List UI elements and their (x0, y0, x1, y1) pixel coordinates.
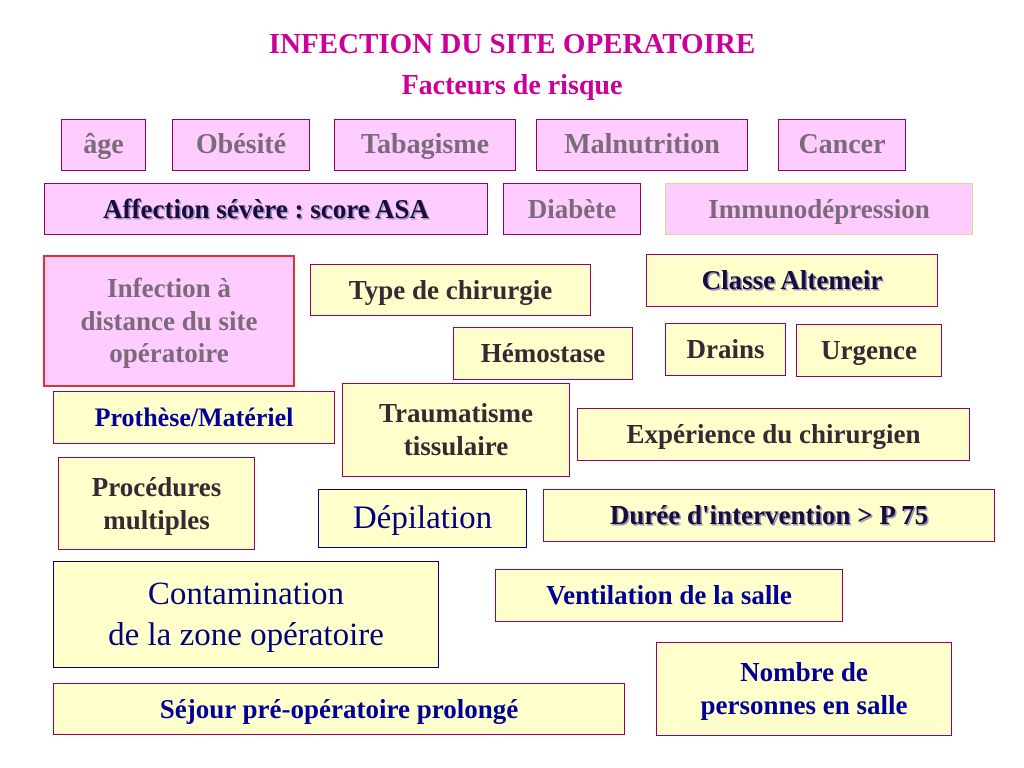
factor-type-chirurgie: Type de chirurgie (310, 264, 591, 316)
factor-cancer: Cancer (778, 119, 906, 171)
factor-infection-distance: Infection à distance du site opératoire (43, 255, 295, 387)
factor-classe-altemeir: Classe Altemeir (646, 254, 938, 307)
factor-procedures: Procédures multiples (58, 457, 255, 550)
factor-hemostase: Hémostase (453, 327, 633, 380)
factor-obesite: Obésité (172, 119, 310, 171)
factor-sejour: Séjour pré-opératoire prolongé (53, 683, 625, 735)
factor-ventilation: Ventilation de la salle (495, 569, 843, 622)
factor-urgence: Urgence (796, 324, 942, 377)
factor-nombre-personnes: Nombre de personnes en salle (656, 642, 952, 736)
factor-depilation: Dépilation (318, 489, 527, 548)
slide-subtitle: Facteurs de risque (401, 70, 623, 101)
factor-duree: Durée d'intervention > P 75 (543, 489, 995, 542)
factor-experience: Expérience du chirurgien (577, 408, 970, 461)
factor-immunodepression: Immunodépression (665, 183, 973, 235)
factor-diabete: Diabète (503, 183, 641, 235)
factor-drains: Drains (665, 323, 786, 376)
factor-prothese: Prothèse/Matériel (53, 391, 335, 444)
factor-contamination: Contamination de la zone opératoire (53, 561, 439, 668)
factor-affection-asa: Affection sévère : score ASA (44, 183, 488, 235)
factor-traumatisme: Traumatisme tissulaire (342, 383, 570, 477)
factor-malnutrition: Malnutrition (536, 119, 748, 171)
slide-title: INFECTION DU SITE OPERATOIRE (268, 28, 756, 60)
factor-age: âge (61, 119, 146, 171)
factor-tabagisme: Tabagisme (334, 119, 516, 171)
